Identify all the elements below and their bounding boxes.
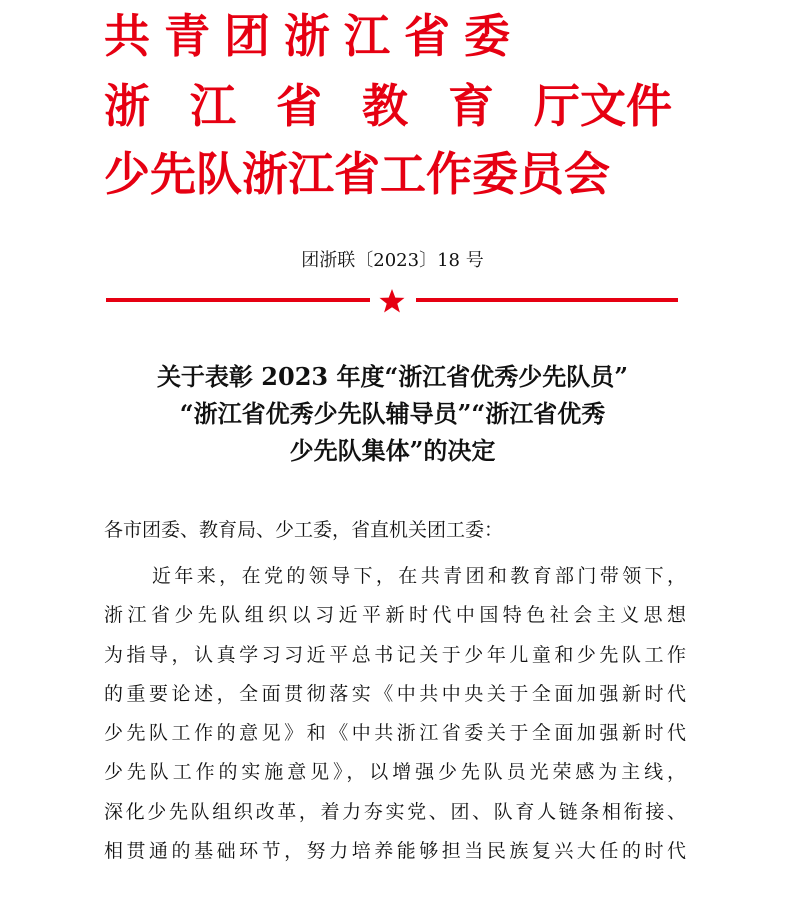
issuer-char: 育	[448, 79, 494, 133]
title-line: 少先队集体”的决定	[289, 436, 496, 465]
body-line: 少先队工作的意见》和《中共浙江省委关于全面加强新时代	[104, 722, 686, 745]
body-line: 深化少先队组织改革，着力夯实党、团、队育人链条相衔接、	[104, 800, 686, 823]
title-line: 关于表彰 2023 年度“浙江省优秀少先队员”	[156, 362, 629, 391]
issuer-line-communist-youth-league: 共青团浙江省委	[104, 9, 524, 63]
issuer-char: 厅文件	[534, 79, 672, 133]
red-divider-right	[416, 298, 678, 302]
document-number: 团浙联〔2023〕18 号	[301, 250, 484, 271]
body-line: 近年来，在党的领导下，在共青团和教育部门带领下，	[152, 565, 686, 587]
issuer-char: 浙	[104, 79, 150, 133]
body-line: 的重要论述，全面贯彻落实《中共中央关于全面加强新时代	[104, 682, 686, 705]
body-line: 为指导，认真学习习近平总书记关于少年儿童和少先队工作	[104, 643, 686, 666]
body-line: 相贯通的基础环节，努力培养能够担当民族复兴大任的时代	[104, 840, 686, 863]
salutation: 各市团委、教育局、少工委，省直机关团工委：	[104, 519, 504, 541]
star-icon	[378, 288, 406, 314]
issuer-char: 教	[362, 79, 408, 133]
title-line: “浙江省优秀少先队辅导员”“浙江省优秀	[179, 399, 606, 428]
issuer-line-young-pioneers-committee: 少先队浙江省工作委员会	[104, 147, 610, 201]
document-title	[0, 358, 785, 469]
body-paragraph	[104, 557, 686, 871]
issuer-char: 省	[276, 79, 322, 133]
issuer-char: 江	[190, 79, 236, 133]
body-line: 浙江省少先队组织以习近平新时代中国特色社会主义思想	[104, 604, 686, 627]
red-divider-left	[106, 298, 370, 302]
issuer-line-education-department	[104, 78, 672, 134]
body-line: 少先队工作的实施意见》，以增强少先队员光荣感为主线，	[104, 761, 686, 784]
